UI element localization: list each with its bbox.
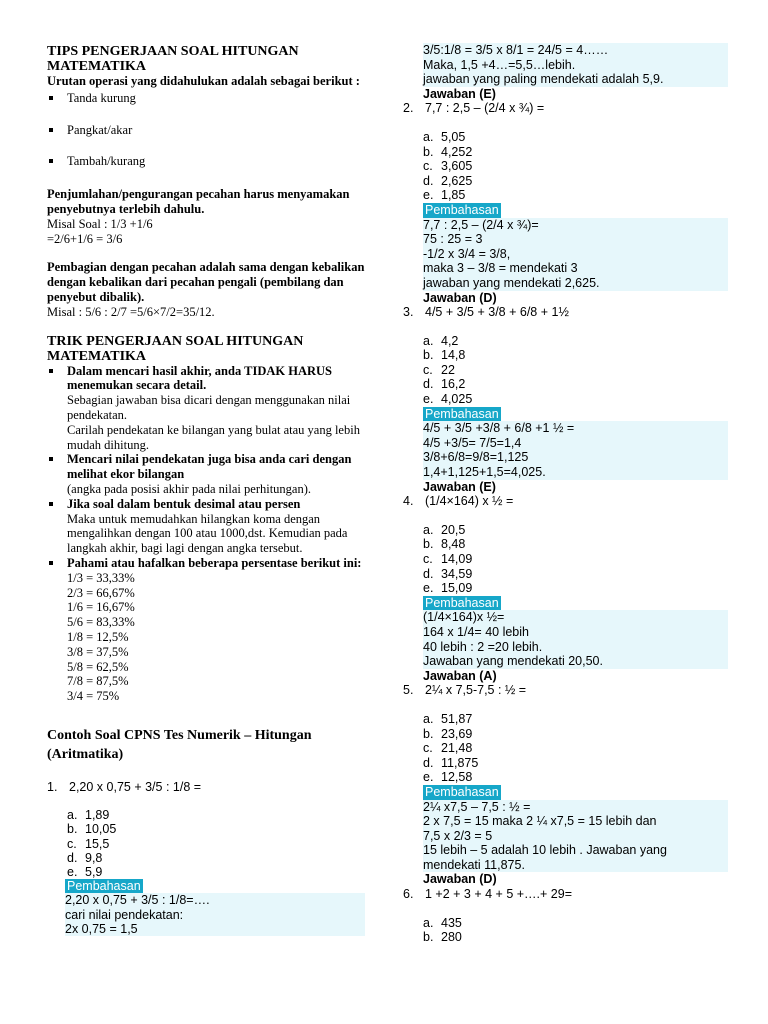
urutan-intro: Urutan operasi yang didahulukan adalah sebagai berikut : [47,74,360,88]
solution-block [403,785,728,887]
option-row: a. 20,5 [423,522,466,537]
left-column [47,0,365,936]
option-row: a. 51,87 [423,711,473,726]
question-4 [403,494,728,683]
question-number: 1. [47,779,58,794]
pembahasan-label: Pembahasan [425,595,499,610]
solution-block [403,407,728,495]
trik-text: Carilah pendekatan ke bilangan yang bulat atau yang lebih mudah dihitung. [67,422,360,452]
question-number: 2. [403,101,414,116]
solution-block [403,596,728,684]
solution-line: 3/5:1/8 = 3/5 x 8/1 = 24/5 = 4…… [423,43,728,58]
section-title-trik: TRIK PENGERJAAN SOAL HITUNGAN MATEMATIKA [47,333,304,364]
pembahasan-label: Pembahasan [425,784,499,799]
trik-heading: Jika soal dalam bentuk desimal atau persen [67,496,301,511]
answer-label: Jawaban (E) [423,479,496,494]
trik-item [47,452,365,496]
option-row: b. 14,8 [423,348,466,363]
question-text: (1/4×164) x ½ = [425,494,514,509]
option-row: d. 9,8 [67,850,103,865]
trik-heading: Mencari nilai pendekatan juga bisa anda cari dengan melihat ekor bilangan [67,452,352,482]
pembahasan-label: Pembahasan [425,406,499,421]
question-5 [403,683,728,887]
question-text: 4/5 + 3/5 + 3/8 + 6/8 + 1½ [425,305,569,320]
option-row: e. 5,9 [67,864,103,879]
solution-line: 2 x 7,5 = 15 maka 2 ¼ x7,5 = 15 lebih dan [423,814,728,829]
option-row: d. 11,875 [423,755,479,770]
trik-item [47,497,365,556]
solution-line: 7,5 x 2/3 = 5 [423,829,728,844]
pembahasan-label: Pembahasan [425,202,499,217]
persen-row: 3/8 = 37,5% [67,644,129,659]
solution-line: 40 lebih : 2 =20 lebih. [423,640,728,655]
option-row: e. 12,58 [423,770,473,785]
question-number: 4. [403,494,414,509]
question-1 [47,780,365,936]
answer-label: Jawaban (D) [423,872,497,887]
solution-line: jawaban yang mendekati 2,625. [423,276,728,291]
option-row: c. 3,605 [423,159,473,174]
section-title-tips: TIPS PENGERJAAN SOAL HITUNGAN MATEMATIKA [47,44,299,74]
persen-row: 1/6 = 16,67% [67,600,135,615]
list-item: Pangkat/akar [47,123,365,138]
question-2 [403,101,728,305]
list-item: Tanda kurung [47,91,365,106]
answer-label: Jawaban (D) [423,290,497,305]
urutan-list [47,91,365,169]
solution-line: cari nilai pendekatan: [65,908,365,922]
pecahan-example: =2/6+1/6 = 3/6 [47,231,123,246]
section-title-contoh: Contoh Soal CPNS Tes Numerik – Hitungan (Aritmatika) [47,727,312,762]
question-text: 7,7 : 2,5 – (2/4 x ¾) = [425,101,545,116]
q1-solution-continued [403,43,728,101]
question-3 [403,305,728,494]
answer-label: Jawaban (A) [423,668,497,683]
question-6 [403,887,728,945]
solution-line: maka 3 – 3/8 = mendekati 3 [423,261,728,276]
pecahan-rule: Penjumlahan/pengurangan pecahan harus menyamakan penyebutnya terlebih dahulu. [47,187,350,216]
solution-line: jawaban yang paling mendekati adalah 5,9. [423,72,728,87]
persen-row: 3/4 = 75% [67,689,120,704]
option-row: a. 5,05 [423,129,466,144]
option-row: b. 10,05 [67,822,117,837]
option-row: c. 14,09 [423,552,473,566]
option-row: b. 280 [423,930,462,945]
solution-line: (1/4×164)x ½= [423,610,728,625]
trik-heading: Dalam mencari hasil akhir, anda TIDAK HARUS menemukan secara detail. [67,363,332,393]
persen-row: 1/8 = 12,5% [67,629,129,644]
persen-row: 5/6 = 83,33% [67,615,135,630]
persen-row: 7/8 = 87,5% [67,674,129,689]
option-row: b. 4,252 [423,144,473,159]
solution-line: 15 lebih – 5 adalah 10 lebih . Jawaban yang [423,843,728,858]
pembagian-example: Misal : 5/6 : 2/7 =5/6×7/2=35/12. [47,304,215,319]
question-number: 6. [403,887,414,902]
solution-line: 1,4+1,125+1,5=4,025. [423,465,728,480]
option-row: e. 15,09 [423,581,473,596]
pembagian-rule: Pembagian dengan pecahan adalah sama dengan kebalikan dengan kebalikan dari pecahan pengali (pembilang dan penyebut dibalik). [47,260,365,304]
answer-label: Jawaban (E) [423,86,496,101]
trik-heading: Pahami atau hafalkan beberapa persentase berikut ini: [67,555,362,570]
list-item: Tambah/kurang [47,154,365,169]
trik-item [47,364,365,453]
trik-item [47,556,365,704]
option-row: b. 23,69 [423,726,473,741]
option-row: c. 22 [423,362,455,377]
trik-text: Maka untuk memudahkan hilangkan koma dengan mengalihkan dengan 100 atau 1000,dst. Kemudian pada langkah akhir, bagi lagi dengan angka tersebut. [67,511,348,556]
question-number: 3. [403,305,414,320]
pecahan-example: Misal Soal : 1/3 +1/6 [47,216,153,231]
solution-line: 3/8+6/8=9/8=1,125 [423,450,728,465]
solution-line: 7,7 : 2,5 – (2/4 x ¾)= [423,218,728,233]
question-text: 2,20 x 0,75 + 3/5 : 1/8 = [69,779,202,794]
solution-line: 75 : 25 = 3 [423,232,728,247]
pembahasan-label: Pembahasan [67,879,141,894]
option-row: a. 4,2 [423,333,459,348]
option-row: d. 16,2 [423,377,466,392]
option-row: a. 1,89 [67,808,110,823]
solution-line: 2,20 x 0,75 + 3/5 : 1/8=…. [65,893,365,907]
question-text: 1 +2 + 3 + 4 + 5 +….+ 29= [425,887,572,902]
solution-line: Jawaban yang mendekati 20,50. [423,654,728,669]
solution-line: mendekati 11,875. [423,858,728,873]
persen-row: 5/8 = 62,5% [67,659,129,674]
option-row: c. 21,48 [423,741,473,756]
solution-line: -1/2 x 3/4 = 3/8, [423,247,728,262]
option-row: d. 34,59 [423,566,473,581]
question-number: 5. [403,683,414,698]
solution-block [47,879,365,936]
solution-line: 4/5 + 3/5 +3/8 + 6/8 +1 ½ = [423,421,728,436]
question-text: 2¼ x 7,5-7,5 : ½ = [425,683,527,698]
option-row: e. 4,025 [423,392,473,407]
option-row: b. 8,48 [423,537,466,552]
solution-line: Maka, 1,5 +4…=5,5…lebih. [423,58,728,73]
solution-block [403,203,728,305]
solution-line: 2¼ x7,5 – 7,5 : ½ = [423,800,728,815]
right-column [403,0,728,945]
option-row: e. 1,85 [423,188,466,203]
persen-list [67,571,365,704]
option-row: d. 2,625 [423,173,473,188]
persen-row: 1/3 = 33,33% [67,570,135,585]
solution-line: 4/5 +3/5= 7/5=1,4 [423,436,728,451]
option-row: c. 15,5 [67,836,110,851]
persen-row: 2/3 = 66,67% [67,585,135,600]
trik-text: (angka pada posisi akhir pada nilai perhitungan). [67,481,312,496]
solution-line: 2x 0,75 = 1,5 [65,922,365,936]
solution-line: 164 x 1/4= 40 lebih [423,625,728,640]
trik-text: Sebagian jawaban bisa dicari dengan menggunakan nilai pendekatan. [67,393,351,422]
option-row: a. 435 [423,915,462,930]
